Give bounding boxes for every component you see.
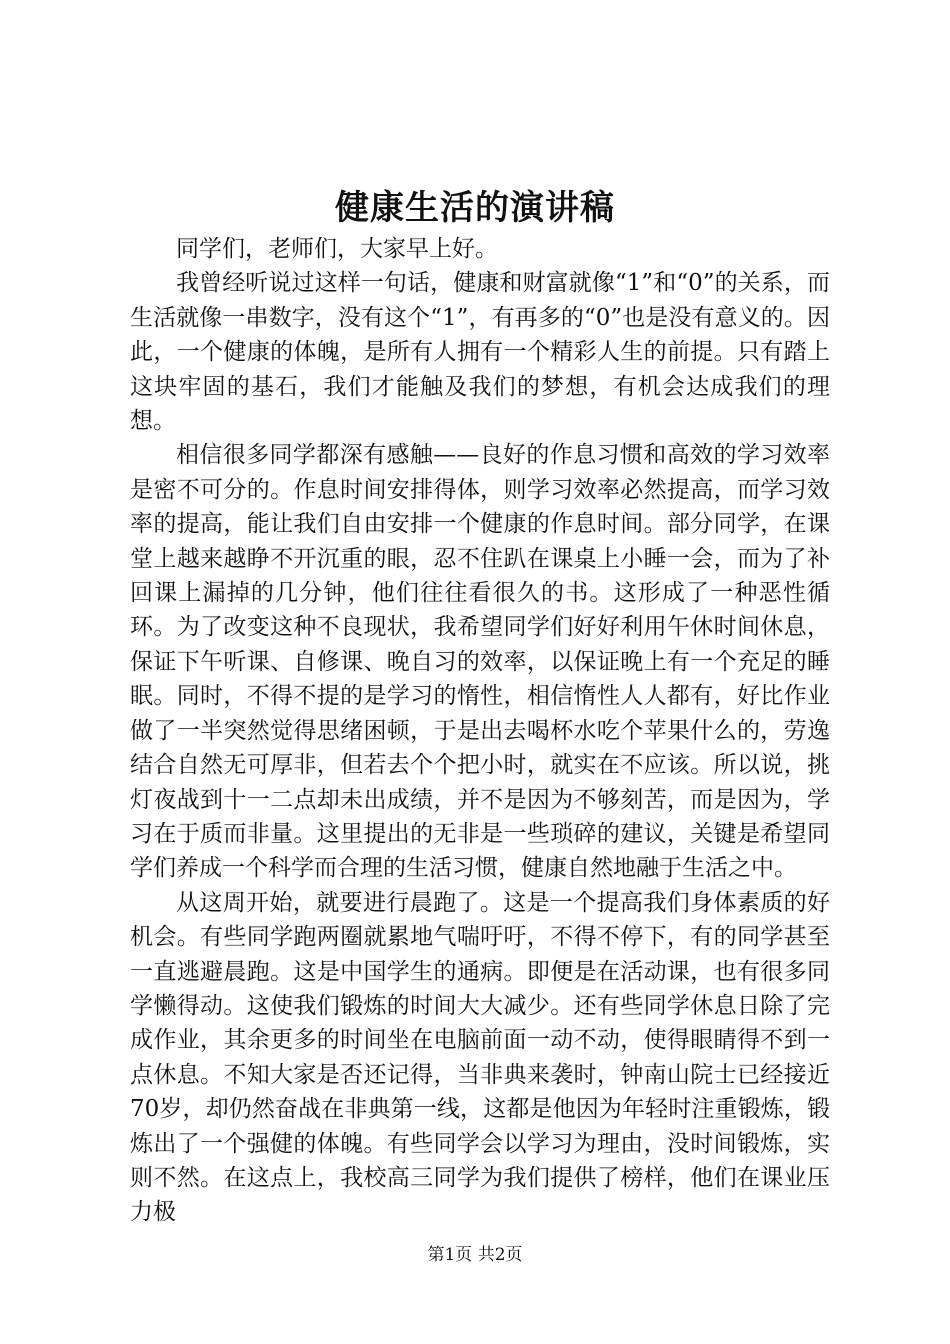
paragraph-health-wealth: 我曾经听说过这样一句话，健康和财富就像“1”和“0”的关系，而生活就像一串数字，没有这个“1”，有再多的“0”也是没有意义的。因此，一个健康的体魄，是所有人拥有一个精彩人生的前提。只有踏上这块牢固的基石，我们才能触及我们的梦想，有机会达成我们的理想。	[130, 270, 830, 435]
paragraph-greeting: 同学们，老师们，大家早上好。	[176, 236, 498, 262]
document-body	[130, 232, 830, 1230]
document-title: 健康生活的演讲稿	[335, 188, 615, 228]
page-number-footer: 第1页 共2页	[427, 1245, 523, 1265]
paragraph-morning-run: 从这周开始，就要进行晨跑了。这是一个提高我们身体素质的好机会。有些同学跑两圈就累地气喘吁吁，不得不停下，有的同学甚至一直逃避晨跑。这是中国学生的通病。即便是在活动课，也有很多同学懒得动。这使我们锻炼的时间大大减少。还有些同学休息日除了完成作业，其余更多的时间坐在电脑前面一动不动，使得眼睛得不到一点休息。不知大家是否还记得，当非典来袭时，钟南山院士已经接近70岁，却仍然奋战在非典第一线，这都是他因为年轻时注重锻炼，锻炼出了一个强健的体魄。有些同学会以学习为理由，没时间锻炼，实则不然。在这点上，我校高三同学为我们提供了榜样，他们在课业压力极	[130, 889, 830, 1226]
paragraph-study-habits: 相信很多同学都深有感触——良好的作息习惯和高效的学习效率是密不可分的。作息时间安排得体，则学习效率必然提高，而学习效率的提高，能让我们自由安排一个健康的作息时间。部分同学，在课堂上越来越睁不开沉重的眼，忍不住趴在课桌上小睡一会，而为了补回课上漏掉的几分钟，他们往往看很久的书。这形成了一种恶性循环。为了改变这种不良现状，我希望同学们好好利用午休时间休息，保证下午听课、自修课、晚自习的效率，以保证晚上有一个充足的睡眠。同时，不得不提的是学习的惰性，相信惰性人人都有，好比作业做了一半突然觉得思绪困顿，于是出去喝杯水吃个苹果什么的，劳逸结合自然无可厚非，但若去个个把小时，就实在不应该。所以说，挑灯夜战到十一二点却未出成绩，并不是因为不够刻苦，而是因为，学习在于质而非量。这里提出的无非是一些琐碎的建议，关键是希望同学们养成一个科学而合理的生活习惯，健康自然地融于生活之中。	[130, 442, 830, 882]
